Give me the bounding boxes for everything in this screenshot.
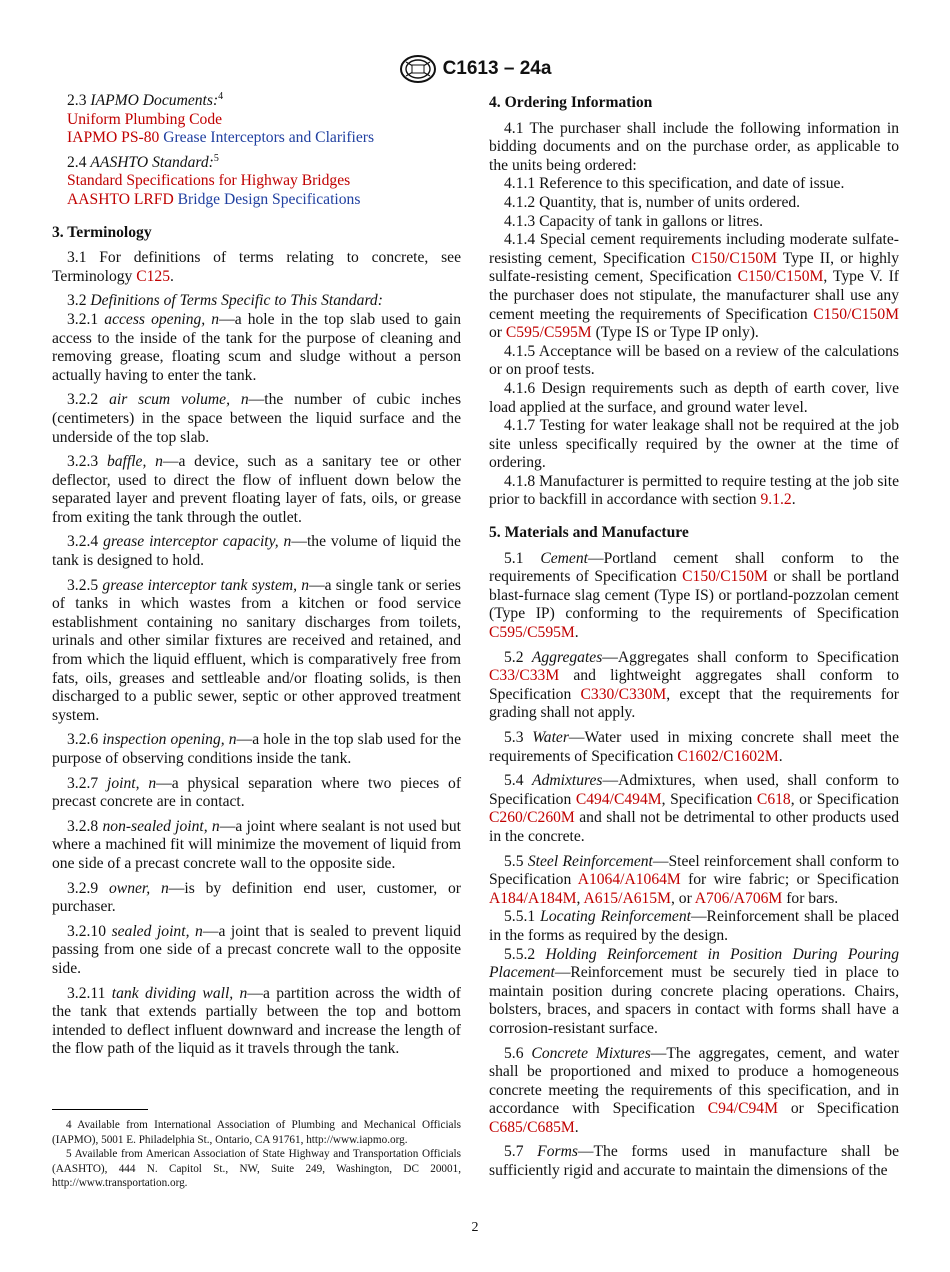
def-3-2-8: 3.2.8 non-sealed joint, n—a joint where sealant is not used but where a machined fit will minimize the movement of liquid from one side of a precast concrete wall to the opposite side. [52, 817, 461, 872]
ref-a184[interactable]: A184/A184M [489, 889, 577, 907]
ref-c595[interactable]: C595/C595M [505, 324, 592, 342]
ref-uniform-plumbing-code[interactable]: Uniform Plumbing Code [67, 110, 223, 128]
astm-logo-icon [399, 54, 437, 84]
def-3-2-2: 3.2.2 air scum volume, n—the number of cubic inches (centimeters) in the space between the liquid surface and the underside of the top slab. [52, 391, 462, 446]
section-5-heading: 5. Materials and Manufacture [489, 524, 689, 542]
para-5-2: 5.2 Aggregates—Aggregates shall conform to Specification C33/C33M and lightweight aggregates shall conform to Specification C330/C330M, except that the requirements for grading shall not apply. [489, 648, 899, 722]
def-3-2-4: 3.2.4 grease interceptor capacity, n—the volume of liquid the tank is designed to hold. [52, 533, 461, 570]
footnote-4: 4 Available from International Association of Plumbing and Mechanical Officials (IAPMO), 5001 E. Philadelphia St., Ontario, CA 91761, http://www.iapmo.org. [52, 1119, 461, 1146]
para-5-6: 5.6 Concrete Mixtures—The aggregates, cement, and water shall be proportioned and mixed to produce a homogeneous concrete meeting the requirements of this specification, and in accordance with Specification C94/C94M or Specification C685/C685M. [489, 1044, 899, 1136]
para-5-7: 5.7 Forms—The forms used in manufacture shall be sufficiently rigid and accurate to maintain the dimensions of the [489, 1143, 899, 1180]
left-column [52, 92, 461, 1059]
ref-section-9-1-2[interactable]: 9.1.2 [760, 491, 792, 509]
para-4-1-2: 4.1.2 Quantity, that is, number of units ordered. [504, 193, 801, 211]
ref-c595[interactable]: C595/C595M [489, 624, 575, 642]
def-3-2-1: 3.2.1 access opening, n—a hole in the top slab used to gain access to the inside of the tank for the purpose of cleaning and removing grease, floating scum and sludge without a person actually having to enter the tank. [52, 310, 461, 384]
page-number: 2 [471, 1220, 479, 1235]
footnote-rule [52, 1109, 148, 1110]
para-4-1-3: 4.1.3 Capacity of tank in gallons or litres. [504, 212, 763, 230]
ref-c94[interactable]: C94/C94M [707, 1100, 778, 1118]
para-5-3: 5.3 Water—Water used in mixing concrete shall meet the requirements of Specification C1602/C1602M. [489, 729, 900, 765]
ref-a615[interactable]: A615/A615M [583, 889, 671, 907]
ref-c33[interactable]: C33/C33M [489, 667, 560, 685]
ref-a706[interactable]: A706/A706M [694, 889, 783, 907]
ref-c330[interactable]: C330/C330M [580, 685, 667, 703]
ref-highway-bridges[interactable]: Standard Specifications for Highway Bridges [67, 172, 351, 190]
section-2-3-heading: 2.3 IAPMO Documents:$^4$ [67, 90, 224, 109]
def-3-2-11: 3.2.11 tank dividing wall, n—a partition across the width of the tank that extends partially between the top and bottom intended to deflect influent downward and increase the length of the flow path of the liquid as it travels through the tank. [52, 984, 461, 1058]
ref-c150[interactable]: C150/C150M [737, 268, 824, 286]
para-4-1-7: 4.1.7 Testing for water leakage shall not be required at the job site unless specifically required by the owner at the time of ordering. [489, 417, 899, 472]
def-3-2-10: 3.2.10 sealed joint, n—a joint that is sealed to prevent liquid passing from one side of a precast concrete wall to the opposite side. [52, 922, 461, 977]
ref-c685[interactable]: C685/C685M [489, 1118, 575, 1136]
def-3-2-7: 3.2.7 joint, n—a physical separation where two pieces of precast concrete are in contact. [52, 774, 462, 811]
para-5-4: 5.4 Admixtures—Admixtures, when used, shall conform to Specification C494/C494M, Specification C618, or Specification C260/C260M and shall not be detrimental to other products used in the concrete. [489, 772, 900, 845]
para-5-5-1: 5.5.1 Locating Reinforcement—Reinforcement shall be placed in the forms as required by the design. [489, 908, 899, 944]
para-4-1-4: 4.1.4 Special cement requirements including moderate sulfate-resisting cement, Specification C150/C150M Type II, or highly sulfate-resisting cement, Specification C150/C150M, Type V. If the purchaser does not stipulate, the manufacturer shall use any cement meeting the requirements of Specification C150/C150M or C595/C595M (Type IS or Type IP only). [489, 231, 899, 342]
ref-c150[interactable]: C150/C150M [691, 249, 777, 267]
ref-iapmo-ps80[interactable]: IAPMO PS-80 Grease Interceptors and Clarifiers [67, 129, 375, 147]
ref-c1602[interactable]: C1602/C1602M [677, 747, 779, 765]
right-column [489, 92, 899, 1181]
ref-aashto-lrfd[interactable]: AASHTO LRFD Bridge Design Specifications [67, 190, 361, 208]
def-3-2-5: 3.2.5 grease interceptor tank system, n—a single tank or series of tanks in which wastes from a kitchen or food service establishment containing no sanitary discharges from toilets, urinals and other similar fixtures are received and retained, and from which the liquid effluent, which is comparatively free from fats, oils, greases and settleable and/or floating solids, is then discharged to a public sewer, septic or other approved treatment system. [52, 576, 461, 724]
para-4-1-1: 4.1.1 Reference to this specification, and date of issue. [504, 175, 845, 193]
ref-c150[interactable]: C150/C150M [813, 305, 899, 323]
para-5-5-2: 5.5.2 Holding Reinforcement in Position During Pouring Placement—Reinforcement must be securely tied in place to maintain position during concrete placing operations. Chairs, bolsters, braces, and spacers in contact with forms shall have a corrosion-resistant surface. [489, 945, 899, 1037]
ref-c618[interactable]: C618 [756, 790, 791, 808]
para-5-5: 5.5 Steel Reinforcement—Steel reinforcement shall conform to Specification A1064/A1064M for wire fabric; or Specification A184/A184M, A615/A615M, or A706/A706M for bars. [489, 852, 899, 907]
document-id: C1613 – 24a [442, 58, 552, 79]
para-4-1-8: 4.1.8 Manufacturer is permitted to require testing at the job site prior to backfill in accordance with section 9.1.2. [489, 472, 899, 509]
page-header [0, 52, 950, 86]
ref-c494[interactable]: C494/C494M [575, 790, 662, 808]
ref-a1064[interactable]: A1064/A1064M [577, 871, 681, 889]
ref-c150[interactable]: C150/C150M [682, 568, 768, 586]
def-3-2-6: 3.2.6 inspection opening, n—a hole in the top slab used for the purpose of observing conditions inside the tank. [52, 731, 461, 767]
para-4-1-5: 4.1.5 Acceptance will be based on a review of the calculations or on proof tests. [489, 342, 899, 379]
section-3-heading: 3. Terminology [52, 223, 152, 241]
para-4-1-6: 4.1.6 Design requirements such as depth of earth cover, live load applied at the surface, and ground water level. [489, 379, 899, 416]
para-5-1: 5.1 Cement—Portland cement shall conform to the requirements of Specification C150/C150M or shall be portland blast-furnace slag cement (Type IS) or portland-pozzolan cement (Type IP) conforming to the requirements of Specification C595/C595M. [489, 549, 899, 642]
section-2-4-heading: 2.4 AASHTO Standard:$^5$ [67, 152, 219, 171]
ref-c260[interactable]: C260/C260M [489, 809, 575, 827]
para-3-1: 3.1 For definitions of terms relating to concrete, see Terminology C125. [52, 249, 461, 285]
def-3-2-3: 3.2.3 baffle, n—a device, such as a sanitary tee or other deflector, used to direct the flow of influent down below the separated layer and prevent floating layer of fats, oils, or grease from exiting the tank through the outlet. [52, 453, 461, 526]
para-4-1: 4.1 The purchaser shall include the following information in bidding documents and on the purchase order, as applicable to the units being ordered: [489, 119, 899, 174]
footnote-5: 5 Available from American Association of State Highway and Transportation Officials (AASHTO), 444 N. Capitol St., NW, Suite 249, Washington, DC 20001, http://www.transportation.org. [52, 1148, 461, 1190]
para-3-2: 3.2 Definitions of Terms Specific to This Standard: [67, 292, 383, 310]
footnotes [52, 1118, 461, 1191]
section-4-heading: 4. Ordering Information [489, 94, 653, 111]
def-3-2-9: 3.2.9 owner, n—is by definition end user, customer, or purchaser. [52, 879, 461, 916]
ref-c125[interactable]: C125 [136, 267, 171, 285]
